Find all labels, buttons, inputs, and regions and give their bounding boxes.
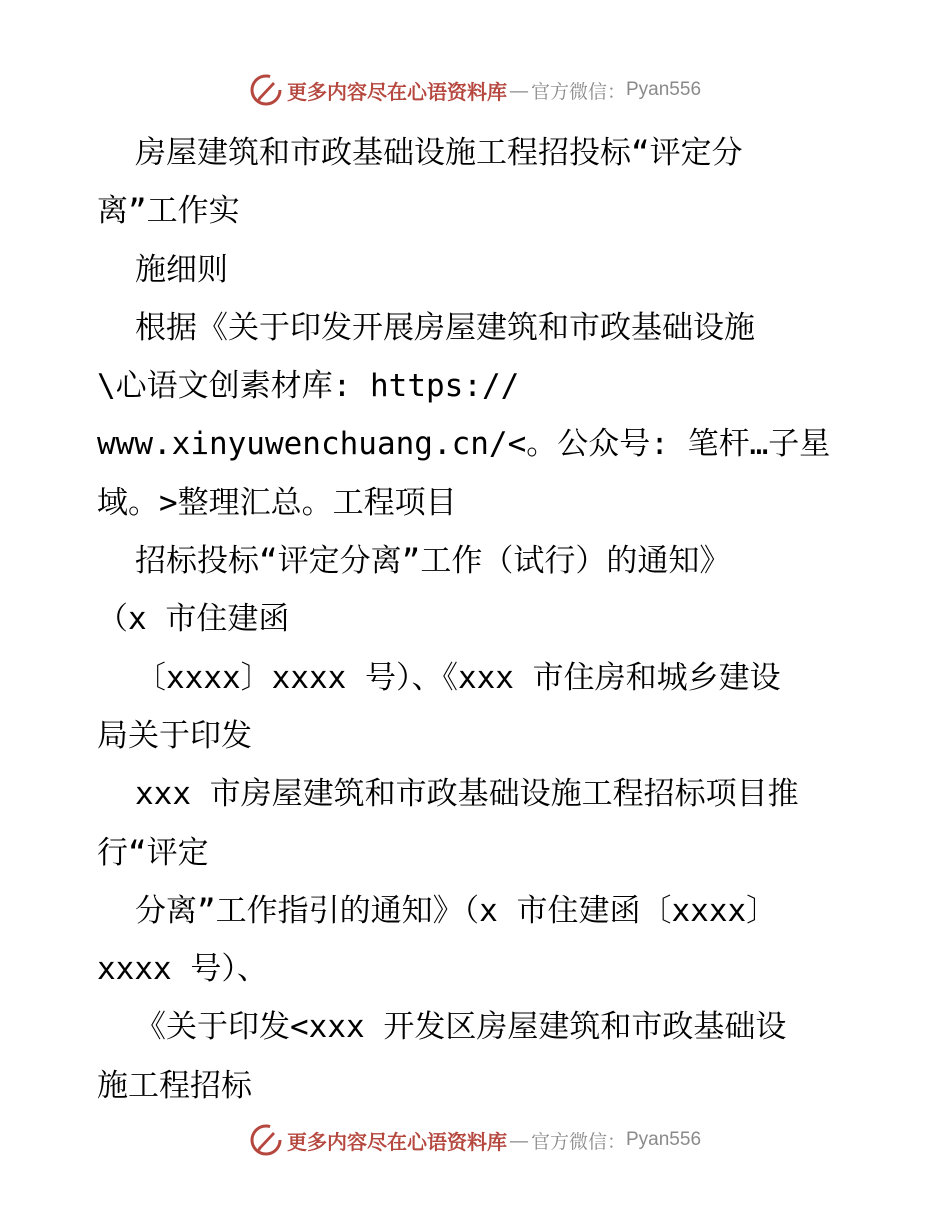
header-watermark (0, 72, 950, 108)
watermark-dash: — (508, 78, 529, 102)
doc-line: 《关于印发<xxx 开发区房屋建筑和市政基础设 (135, 1009, 787, 1046)
doc-line: 施工程招标 (97, 1067, 252, 1104)
doc-line: 分离”工作指引的通知》（x 市住建函〔xxxx〕 (135, 892, 778, 929)
doc-line: 招标投标“评定分离”工作（试行）的通知》 (135, 543, 731, 580)
watermark-promo-text: 更多内容尽在心语资料库 (286, 79, 507, 104)
footer-watermark (0, 1122, 950, 1158)
doc-line: 离”工作实 (97, 193, 240, 230)
watermark-wechat-label: 官方微信： (530, 80, 626, 103)
watermark-promo-text: 更多内容尽在心语资料库 (286, 1129, 507, 1154)
doc-line: 〔xxxx〕xxxx 号）、《xxx 市住房和城乡建设 (135, 659, 781, 696)
doc-line: xxxx 号）、 (97, 951, 268, 988)
feather-pen-logo-icon (249, 1123, 283, 1157)
doc-line: www.xinyuwenchuang.cn/<。公众号: 笔杆…子星 (97, 426, 831, 463)
watermark-wechat-id: Pyan556 (626, 79, 702, 100)
doc-line: 施细则 (135, 251, 228, 288)
doc-line: 域。>整理汇总。工程项目 (97, 484, 457, 521)
feather-pen-logo-icon (249, 73, 283, 107)
doc-line: 房屋建筑和市政基础设施工程招投标“评定分 (135, 135, 743, 171)
watermark-wechat-id: Pyan556 (626, 1129, 702, 1150)
doc-line: （x 市住建函 (97, 601, 290, 638)
doc-line: \心语文创素材库: https:// (97, 368, 520, 405)
document-body (97, 124, 897, 1115)
doc-line: 局关于印发 (97, 717, 252, 754)
watermark-dash: — (508, 1128, 529, 1152)
doc-line: xxx 市房屋建筑和市政基础设施工程招标项目推 (135, 776, 799, 813)
watermark-wechat-label: 官方微信： (530, 1130, 626, 1153)
doc-line: 行“评定 (97, 834, 209, 871)
doc-line: 根据《关于印发开展房屋建筑和市政基础设施 (135, 309, 755, 346)
